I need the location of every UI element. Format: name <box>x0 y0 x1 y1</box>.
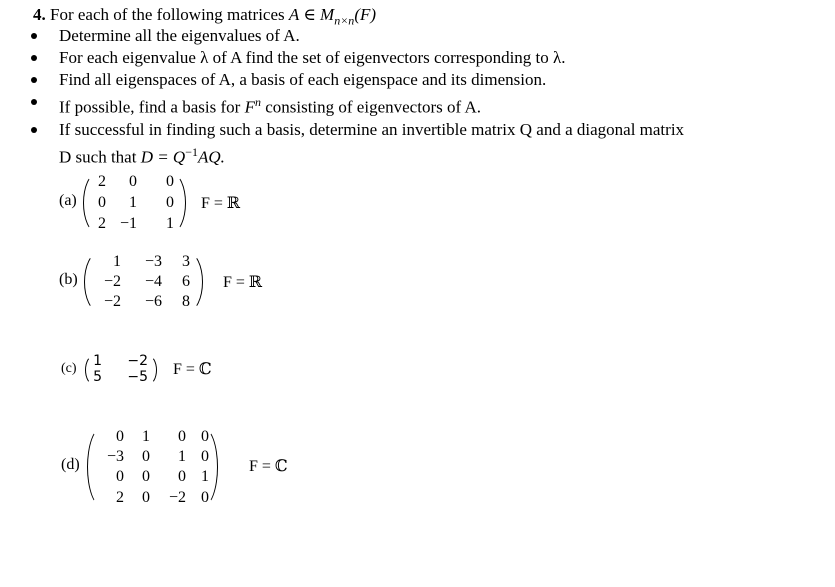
matrix-cell: 5 <box>93 369 102 385</box>
matrix-cell: −3 <box>144 253 162 270</box>
field-label: F = ℂ <box>173 361 212 378</box>
field-label: F = ℂ <box>249 458 288 475</box>
task-item: Determine all the eigenvalues of A. <box>30 25 810 47</box>
matrix-cell: −5 <box>127 369 148 385</box>
matrix-cell: 0 <box>201 489 209 506</box>
task-list <box>30 25 810 168</box>
problem-number: 4. <box>33 5 46 24</box>
matrix-cell: 1 <box>113 253 121 270</box>
matrix-label: (d) <box>61 456 80 473</box>
matrix-cell: 1 <box>93 353 102 369</box>
statement-math: A ∈ M <box>288 5 335 24</box>
matrix-cell: 0 <box>116 428 124 445</box>
matrix-cell: 1 <box>129 194 137 211</box>
right-paren-icon <box>172 173 186 233</box>
right-paren-icon <box>148 355 157 385</box>
matrix-cell: −3 <box>106 448 124 465</box>
matrix-cell: −2 <box>103 273 121 290</box>
bullet-dot-icon <box>31 127 37 133</box>
matrix-cell: 0 <box>201 448 209 465</box>
matrix-cell: 1 <box>142 428 150 445</box>
matrix-cell: 1 <box>166 215 174 232</box>
matrix-label: (b) <box>59 271 78 288</box>
matrix-cell: 0 <box>116 468 124 485</box>
matrix-cell: 0 <box>201 428 209 445</box>
matrix-cell: 2 <box>98 173 106 190</box>
task-item: Find all eigenspaces of A, a basis of each eigenspace and its dimension. <box>30 69 810 91</box>
field-label: F = ℝ <box>223 274 263 291</box>
task-item: If possible, find a basis for $F^n$ consisting of eigenvectors of A. <box>30 91 810 119</box>
matrix-cell: 1 <box>201 468 209 485</box>
matrix-cell: 0 <box>178 428 186 445</box>
matrix-cell: 2 <box>98 215 106 232</box>
matrix-cell: −1 <box>119 215 137 232</box>
bullet-dot-icon <box>31 55 37 61</box>
matrix-cell: 8 <box>182 293 190 310</box>
matrix-cell: 0 <box>178 468 186 485</box>
bullet-dot-icon <box>31 99 37 105</box>
bullet-dot-icon <box>31 77 37 83</box>
statement-pre: For each of the following matrices <box>45 5 289 24</box>
matrix-cell: −6 <box>144 293 162 310</box>
right-paren-icon <box>188 252 203 312</box>
matrix-cell: −2 <box>168 489 186 506</box>
matrix-label: (c) <box>61 361 77 376</box>
matrix-cell: 6 <box>182 273 190 290</box>
matrix-cell: 0 <box>166 194 174 211</box>
task-item: If successful in finding such a basis, determine an invertible matrix Q and a diagonal matrix D such that $D = Q^{-1}AQ$. <box>30 119 810 169</box>
matrix-label: (a) <box>59 192 77 209</box>
matrix-cell: 2 <box>116 489 124 506</box>
statement-sub: n×n <box>334 13 355 28</box>
matrix-cell: 0 <box>142 448 150 465</box>
matrix-cell: 3 <box>182 253 190 270</box>
matrix-cell: −4 <box>144 273 162 290</box>
matrix-cell: −2 <box>127 353 148 369</box>
matrix-cell: 0 <box>98 194 106 211</box>
field-label: F = ℝ <box>201 195 241 212</box>
statement-post: (F) <box>354 5 377 24</box>
matrix-cell: −2 <box>103 293 121 310</box>
matrix-cell: 0 <box>142 489 150 506</box>
matrix-cell: 0 <box>166 173 174 190</box>
matrix-cell: 0 <box>129 173 137 190</box>
matrix-cell: 0 <box>142 468 150 485</box>
matrix-cell: 1 <box>178 448 186 465</box>
bullet-dot-icon <box>31 33 37 39</box>
task-item: For each eigenvalue λ of A find the set of eigenvectors corresponding to λ. <box>30 47 810 69</box>
